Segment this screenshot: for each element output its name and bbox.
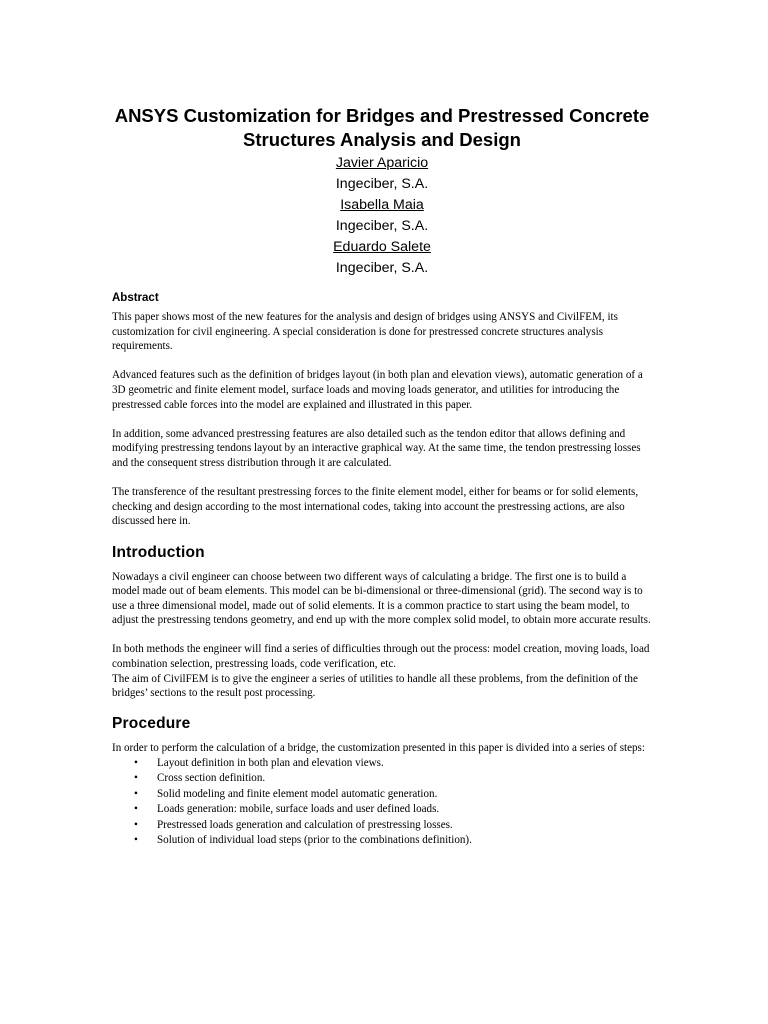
author-name[interactable]: Javier Aparicio xyxy=(335,155,429,171)
introduction-heading: Introduction xyxy=(112,543,205,561)
author-affiliation: Ingeciber, S.A. xyxy=(335,176,429,192)
author-name[interactable]: Eduardo Salete xyxy=(333,239,431,255)
abstract-heading: Abstract xyxy=(112,292,159,304)
author-affiliation: Ingeciber, S.A. xyxy=(335,260,429,276)
list-item: • Loads generation: mobile, surface loads and user defined loads. xyxy=(112,802,652,817)
paper-page xyxy=(112,104,652,848)
list-item: • Solution of individual load steps (prior to the combinations definition). xyxy=(112,833,652,848)
introduction-paragraph: In both methods the engineer will find a series of difficulties through out the process: model creation, moving loads, load combination selection, prestressing loads, code verification, etc. xyxy=(112,643,650,671)
author-name[interactable]: Isabella Maia xyxy=(340,197,424,213)
author-list xyxy=(112,153,652,279)
introduction-paragraph: Nowadays a civil engineer can choose between two different ways of calculating a bridge. The first one is to build a model made out of beam elements. This model can be bi-dimensional or three-dimensional (grid). The second way is to use a three dimensional model, made out of solid elements. It is a common practice to start using the beam model, to adjust the prestressing tendons geometry, and end up with the more complex solid model, to obtain more accurate results. xyxy=(112,570,651,627)
abstract-paragraph: The transference of the resultant prestressing forces to the finite element model, either for beams or for solid elements, checking and design according to the most international codes, taking into account the prestressing actions, are also discussed here in. xyxy=(112,486,639,528)
introduction-paragraph: The aim of CivilFEM is to give the engineer a series of utilities to handle all these problems, from the definition of the bridges’ sections to the result post processing. xyxy=(112,672,638,700)
author-affiliation: Ingeciber, S.A. xyxy=(335,218,429,234)
abstract-paragraph: Advanced features such as the definition of bridges layout (in both plan and elevation views), automatic generation of a 3D geometric and finite element model, surface loads and moving loads generator, and utilities for introducing the prestressed cable forces into the model are explained and illustrated in this paper. xyxy=(112,369,643,411)
procedure-intro: In order to perform the calculation of a bridge, the customization presented in this paper is divided into a series of steps: xyxy=(112,742,645,755)
abstract-paragraph: This paper shows most of the new features for the analysis and design of bridges using ANSYS and CivilFEM, its customization for civil engineering. A special consideration is done for prestressed concrete structures analysis requirements. xyxy=(112,311,618,353)
procedure-step-list xyxy=(112,756,652,848)
list-item: • Solid modeling and finite element model automatic generation. xyxy=(112,787,652,802)
list-item: • Layout definition in both plan and elevation views. xyxy=(112,756,652,771)
list-item: • Prestressed loads generation and calculation of prestressing losses. xyxy=(112,818,652,833)
list-item: • Cross section definition. xyxy=(112,771,652,786)
procedure-heading: Procedure xyxy=(112,715,191,733)
abstract-paragraph: In addition, some advanced prestressing features are also detailed such as the tendon editor that allows defining and modifying prestressing tendons layout by an interactive graphical way. At the same time, the tendon prestressing losses and the consequent stress distribution through it are calculated. xyxy=(112,427,641,469)
paper-title: ANSYS Customization for Bridges and Prestressed Concrete Structures Analysis and Design xyxy=(114,105,650,150)
